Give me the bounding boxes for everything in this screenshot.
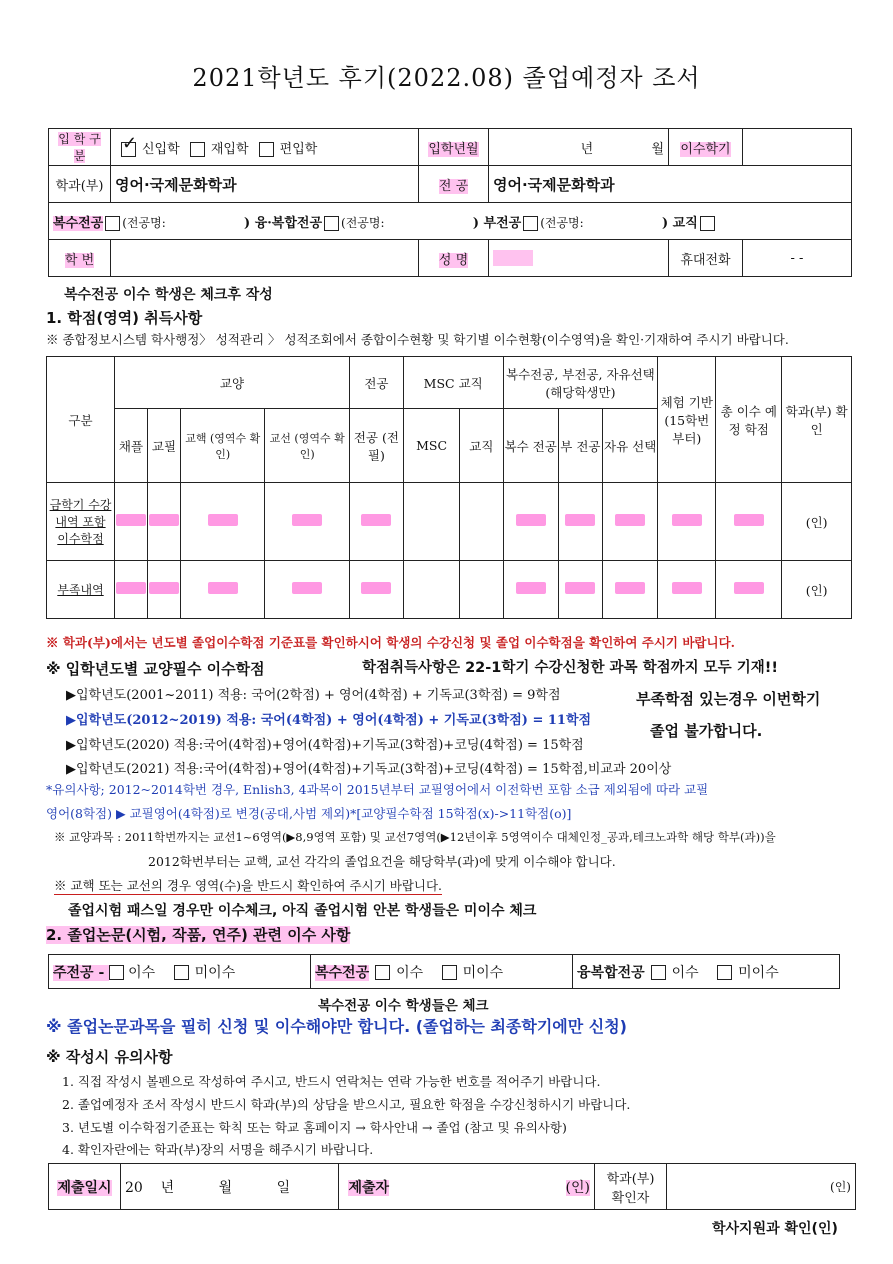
student-no-field[interactable] <box>111 240 419 277</box>
date-field[interactable]: 20 년 월 일 <box>121 1164 339 1210</box>
double-done-checkbox[interactable] <box>375 965 390 980</box>
double-header: 복수 전공 <box>503 409 558 483</box>
seal-cell: (인) <box>782 483 852 561</box>
chapel-header: 채플 <box>115 409 148 483</box>
phone-field[interactable]: - - <box>743 240 852 277</box>
teaching-cell[interactable] <box>460 483 503 561</box>
section2-heading: 2. 졸업논문(시험, 작품, 연주) 관련 이수 사항 <box>46 926 351 944</box>
double-cell[interactable] <box>503 561 558 619</box>
total-header: 총 이수 예정 학점 <box>716 357 782 483</box>
chapel-cell[interactable] <box>115 483 148 561</box>
free-header: 자유 선택 <box>603 409 658 483</box>
submitter-field[interactable]: (인) <box>399 1164 595 1210</box>
writing-note-4: 4. 확인자란에는 학과(부)장의 서명을 해주시기 바랍니다. <box>62 1142 374 1157</box>
admission-type-label: 입 학 구 분 <box>49 129 111 166</box>
fusion-major-cell: 융복합전공 이수 미이수 <box>573 955 840 989</box>
phone-label-highlight <box>493 250 533 266</box>
teaching-cell[interactable] <box>460 561 503 619</box>
total-cell[interactable] <box>716 483 782 561</box>
chapel-cell[interactable] <box>115 561 148 619</box>
minor-checkbox[interactable] <box>523 216 538 231</box>
course-line-1: ※ 교양과목 : 2011학번까지는 교선1~6영역(▶8,9영역 포함) 및 교선7영역(▶12년이후 5영역이수 대체인정_공과,테크노과학 해당 학부(과))을 <box>54 830 776 844</box>
seal-cell: (인) <box>782 561 852 619</box>
liberal-header: 교양 <box>115 357 350 409</box>
minor-header: 부 전공 <box>558 409 602 483</box>
main-not-done-checkbox[interactable] <box>174 965 189 980</box>
transfer-checkbox[interactable] <box>259 142 274 157</box>
shortage-note: 부족학점 있는경우 이번학기 <box>636 690 821 708</box>
new-admission-checkbox[interactable]: ✓ <box>121 142 136 157</box>
msc-cell[interactable] <box>403 483 459 561</box>
liberal-line-4: ▶입학년도(2021) 적용:국어(4학점)+영어(4학점)+기독교(3학점)+코딩(4학점) = 15학점,비교과 20이상 <box>66 762 672 777</box>
elective-header: 교선 (영역수 확인) <box>265 409 349 483</box>
double-cell[interactable] <box>503 483 558 561</box>
main-done-checkbox[interactable] <box>109 965 124 980</box>
caution-line-1: *유의사항; 2012~2014학번 경우, Enlish3, 4과목이 2015년부터 교필영어에서 이전학번 포함 소급 제외됨에 따라 교필 <box>46 782 709 797</box>
major-required-header: 전공 (전필) <box>349 409 403 483</box>
submit-table <box>48 1163 856 1210</box>
required-cell[interactable] <box>148 561 181 619</box>
writing-note-3: 3. 년도별 이수학점기준표는 학칙 또는 학교 홈페이지 → 학사안내 → 졸업 (참고 및 유의사항) <box>62 1120 567 1135</box>
confirmer-field[interactable]: (인) <box>667 1164 856 1210</box>
row-label: 부족내역 <box>47 561 115 619</box>
major-cell[interactable] <box>349 561 403 619</box>
msc-header: MSC <box>403 409 459 483</box>
name-label: 성 명 <box>419 240 489 277</box>
admission-year-field[interactable]: 년 월 <box>489 129 669 166</box>
section1-heading: 1. 학점(영역) 취득사항 <box>46 309 203 327</box>
table-row <box>47 483 852 561</box>
footer-confirm: 학사지원과 확인(인) <box>712 1221 838 1237</box>
fusion-not-done-checkbox[interactable] <box>717 965 732 980</box>
msc-cell[interactable] <box>403 561 459 619</box>
thesis-table <box>48 954 840 989</box>
double-major-check-note: 복수전공 이수 학생들은 체크 <box>318 998 489 1014</box>
elective-cell[interactable] <box>265 483 349 561</box>
experience-cell[interactable] <box>658 561 716 619</box>
confirmer-label: 학과(부) 확인자 <box>595 1164 667 1210</box>
course-line-3: ※ 교핵 또는 교선의 경우 영역(수)을 반드시 확인하여 주시기 바랍니다. <box>54 878 443 893</box>
credit-table <box>46 356 852 619</box>
teaching-header: 교직 <box>460 409 503 483</box>
admission-year-label: 입학년월 <box>419 129 489 166</box>
category-header: 구분 <box>47 357 115 483</box>
thesis-notice: ※ 졸업논문과목을 필히 신청 및 이수해야만 합니다. (졸업하는 최종학기에만 신청) <box>46 1017 627 1036</box>
required-cell[interactable] <box>148 483 181 561</box>
major-cell[interactable] <box>349 483 403 561</box>
credit-note: 학점취득사항은 22-1학기 수강신청한 과목 학점까지 모두 기재!! <box>362 660 778 676</box>
writing-notes-heading: ※ 작성시 유의사항 <box>46 1048 173 1066</box>
page-title: 2021학년도 후기(2022.08) 졸업예정자 조서 <box>192 64 701 92</box>
section1-instruction: ※ 종합정보시스템 학사행정〉 성적관리 〉 성적조회에서 종합이수현황 및 학기별 이수현황(이수영역)을 확인·기재하여 주시기 바랍니다. <box>46 332 789 347</box>
core-cell[interactable] <box>181 483 265 561</box>
dept-field[interactable]: 영어·국제문화학과 <box>111 166 419 203</box>
admission-options: ✓ 신입학 재입학 편입학 <box>111 129 419 166</box>
confirm-header: 학과(부) 확인 <box>782 357 852 483</box>
name-field[interactable] <box>489 240 669 277</box>
course-line-2: 2012학번부터는 교핵, 교선 각각의 졸업요건을 해당학부(과)에 맞게 이수해야 합니다. <box>148 854 616 869</box>
elective-cell[interactable] <box>265 561 349 619</box>
major-options-row: 복수전공 (전공명: ) 융·복합전공 (전공명: ) 부전공 (전공명: ) 교직 <box>49 203 852 240</box>
fusion-done-checkbox[interactable] <box>651 965 666 980</box>
student-no-label: 학 번 <box>49 240 111 277</box>
double-major-note: 복수전공 이수 학생은 체크후 작성 <box>64 287 273 303</box>
shortage-note-2: 졸업 불가합니다. <box>650 722 763 740</box>
minor-cell[interactable] <box>558 483 602 561</box>
writing-note-1: 1. 직접 작성시 볼펜으로 작성하여 주시고, 반드시 연락처는 연락 가능한 번호를 적어주기 바랍니다. <box>62 1074 601 1089</box>
total-cell[interactable] <box>716 561 782 619</box>
table-row <box>47 561 852 619</box>
dept-label: 학과(부) <box>49 166 111 203</box>
major-header: 전공 <box>349 357 403 409</box>
multi-group-header: 복수전공, 부전공, 자유선택 (해당학생만) <box>503 357 658 409</box>
liberal-line-3: ▶입학년도(2020) 적용:국어(4학점)+영어(4학점)+기독교(3학점)+코딩(4학점) = 15학점 <box>66 738 584 753</box>
liberal-req-heading: ※ 입학년도별 교양필수 이수학점 <box>46 660 265 678</box>
free-cell[interactable] <box>603 561 658 619</box>
double-not-done-checkbox[interactable] <box>442 965 457 980</box>
double-major-checkbox[interactable] <box>105 216 120 231</box>
row-label: 금학기 수강내역 포함 이수학점 <box>47 483 115 561</box>
re-admission-checkbox[interactable] <box>190 142 205 157</box>
date-label: 제출일시 <box>49 1164 121 1210</box>
major-label: 전 공 <box>419 166 489 203</box>
core-header: 교핵 (영역수 확인) <box>181 409 265 483</box>
exam-note: 졸업시험 패스일 경우만 이수체크, 아직 졸업시험 안본 학생들은 미이수 체크 <box>68 903 537 919</box>
term-field[interactable] <box>743 129 852 166</box>
liberal-line-1: ▶입학년도(2001~2011) 적용: 국어(2학점) + 영어(4학점) + 기독교(3학점) = 9학점 <box>66 688 561 703</box>
teaching-checkbox[interactable] <box>700 216 715 231</box>
student-info-table <box>48 128 852 277</box>
required-header: 교필 <box>148 409 181 483</box>
dept-red-note: ※ 학과(부)에서는 년도별 졸업이수학점 기준표를 확인하시어 학생의 수강신청 및 졸업 이수학점을 확인하여 주시기 바랍니다. <box>46 635 736 650</box>
experience-header: 체험 기반 (15학번 부터) <box>658 357 716 483</box>
msc-group-header: MSC 교직 <box>403 357 503 409</box>
submitter-label: 제출자 <box>339 1164 399 1210</box>
major-field[interactable]: 영어·국제문화학과 <box>489 166 852 203</box>
liberal-line-2: ▶입학년도(2012~2019) 적용: 국어(4학점) + 영어(4학점) + 기독교(3학점) = 11학점 <box>66 713 592 728</box>
main-major-cell: 주전공 - 이수 미이수 <box>49 955 311 989</box>
term-label: 이수학기 <box>669 129 743 166</box>
fusion-major-checkbox[interactable] <box>324 216 339 231</box>
free-cell[interactable] <box>603 483 658 561</box>
double-major-cell: 복수전공 이수 미이수 <box>311 955 573 989</box>
caution-line-2: 영어(8학점) ▶ 교필영어(4학점)로 변경(공대,사범 제외)*[교양필수학점 15학점(x)->11학점(o)] <box>46 806 572 821</box>
writing-note-2: 2. 졸업예정자 조서 작성시 반드시 학과(부)의 상담을 받으시고, 필요한 학점을 수강신청하시기 바랍니다. <box>62 1097 631 1112</box>
core-cell[interactable] <box>181 561 265 619</box>
phone-label: 휴대전화 <box>669 240 743 277</box>
experience-cell[interactable] <box>658 483 716 561</box>
minor-cell[interactable] <box>558 561 602 619</box>
